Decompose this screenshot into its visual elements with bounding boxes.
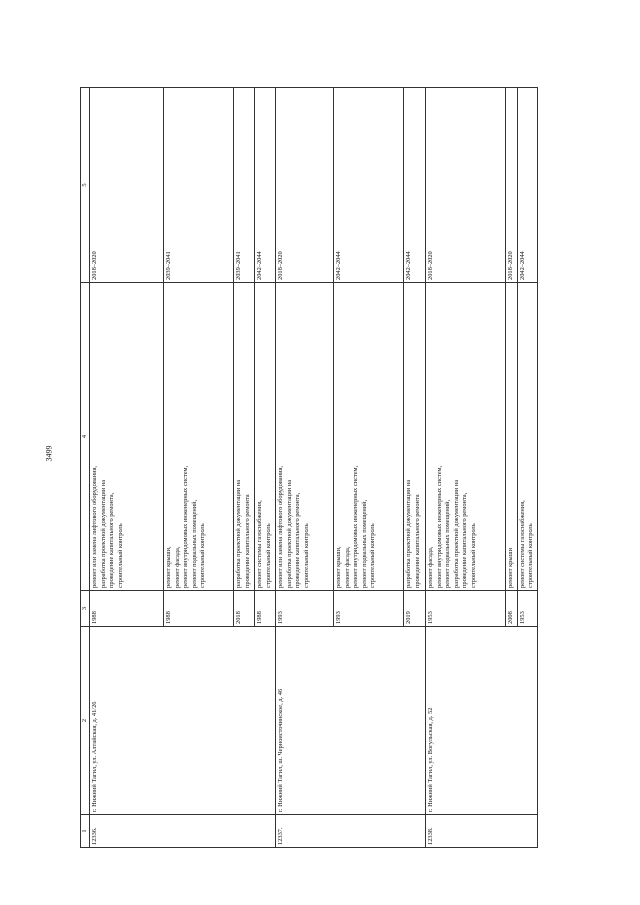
work-item: ремонт внутридомовых инженерных систем,	[352, 465, 359, 588]
work-item: строительный контроль	[302, 523, 310, 588]
work-item: строительный контроль	[469, 523, 477, 588]
work-item: ремонт подвальных помещений,	[360, 499, 368, 588]
work-item: строительный контроль	[199, 523, 206, 588]
work-item: ремонт фасада,	[173, 546, 181, 588]
work-item: ремонт фасада,	[427, 546, 434, 588]
work-item: строительный контроль	[527, 523, 534, 588]
period-cell: 2042–2044	[255, 88, 276, 283]
works-cell	[90, 283, 164, 591]
period-cell: 2018–2020	[90, 88, 164, 283]
work-item: разработка проектной документации на	[452, 479, 460, 588]
table-body	[90, 88, 538, 848]
year-cell: 2019	[404, 591, 426, 627]
work-item: проведение капитального ремонта,	[294, 492, 301, 588]
works-cell	[164, 283, 234, 591]
address-cell: г. Нижний Тагил, ш. Черноисточинское, д. 46	[276, 627, 426, 815]
works-cell	[517, 283, 537, 591]
work-item: проведение капитального ремонта	[413, 494, 421, 588]
work-item: разработка проектной документации на	[285, 479, 293, 588]
works-cell	[255, 283, 276, 591]
work-item: ремонт подвальных помещений,	[190, 499, 198, 588]
work-item: строительный контроль	[369, 523, 376, 588]
work-item: ремонт или замена лифтового оборудования,	[91, 465, 98, 588]
work-item: ремонт крыши,	[165, 546, 172, 588]
column-header-number: 1	[81, 815, 90, 848]
work-item: ремонт системы газоснабжения,	[256, 500, 263, 588]
row-number-cell: 12336.	[90, 815, 276, 848]
work-item: ремонт системы газоснабжения,	[518, 500, 526, 588]
page-number	[40, 443, 57, 463]
works-cell	[276, 283, 334, 591]
table-row	[276, 88, 334, 848]
address-cell: г. Нижний Тагил, ул. Вогульская, д. 52	[426, 627, 538, 815]
work-item: проведение капитального ремонта,	[461, 492, 468, 588]
period-cell: 2039–2041	[164, 88, 234, 283]
work-item: ремонт крыши,	[335, 546, 342, 588]
work-item: строительный контроль	[264, 523, 272, 588]
period-cell: 2039–2041	[234, 88, 255, 283]
works-cell	[506, 283, 518, 591]
year-cell: 1988	[90, 591, 164, 627]
column-header-works: 4	[81, 283, 90, 591]
works-cell	[404, 283, 426, 591]
year-cell: 2008	[506, 591, 518, 627]
works-cell	[334, 283, 404, 591]
period-cell: 2018–2020	[426, 88, 506, 283]
year-cell: 1988	[164, 591, 234, 627]
work-item: ремонт подвальных помещений,	[444, 499, 451, 588]
table-header	[81, 88, 90, 848]
work-item: разработка проектной документации на	[235, 479, 242, 588]
work-item: ремонт фасада,	[343, 546, 351, 588]
table-row	[426, 88, 506, 848]
period-cell: 2042–2044	[404, 88, 426, 283]
year-cell: 1953	[426, 591, 506, 627]
period-cell: 2042–2044	[334, 88, 404, 283]
row-number-cell: 12338.	[426, 815, 538, 848]
row-number-cell: 12337.	[276, 815, 426, 848]
year-cell: 2018	[234, 591, 255, 627]
header-row	[81, 88, 90, 848]
year-cell: 1993	[334, 591, 404, 627]
repair-schedule-table	[80, 87, 538, 848]
year-cell: 1993	[276, 591, 334, 627]
work-item: ремонт или замена лифтового оборудования,	[277, 465, 284, 588]
column-header-year: 3	[81, 591, 90, 627]
period-cell: 2018–2020	[276, 88, 334, 283]
year-cell: 1988	[255, 591, 276, 627]
table-frame	[80, 88, 534, 848]
period-cell: 2042–2044	[517, 88, 537, 283]
work-item: проведение капитального ремонта	[243, 494, 251, 588]
works-cell	[426, 283, 506, 591]
works-cell	[234, 283, 255, 591]
work-item: разработка проектной документации на	[99, 479, 107, 588]
rotated-table-container	[80, 88, 534, 848]
page-number-text: 3499	[44, 445, 53, 461]
work-item: ремонт внутридомовых инженерных систем,	[435, 465, 443, 588]
address-cell: г. Нижний Тагил, ул. Алтайская, д. 41/26	[90, 627, 276, 815]
work-item: разработка проектной документации на	[405, 479, 412, 588]
column-header-address: 2	[81, 627, 90, 815]
table-row	[90, 88, 164, 848]
work-item: ремонт крыши	[507, 547, 514, 588]
work-item: проведение капитального ремонта,	[108, 492, 115, 588]
work-item: ремонт внутридомовых инженерных систем,	[182, 465, 189, 588]
work-item: строительный контроль	[116, 523, 124, 588]
year-cell: 1953	[517, 591, 537, 627]
column-header-period: 5	[81, 88, 90, 283]
period-cell: 2018–2020	[506, 88, 518, 283]
